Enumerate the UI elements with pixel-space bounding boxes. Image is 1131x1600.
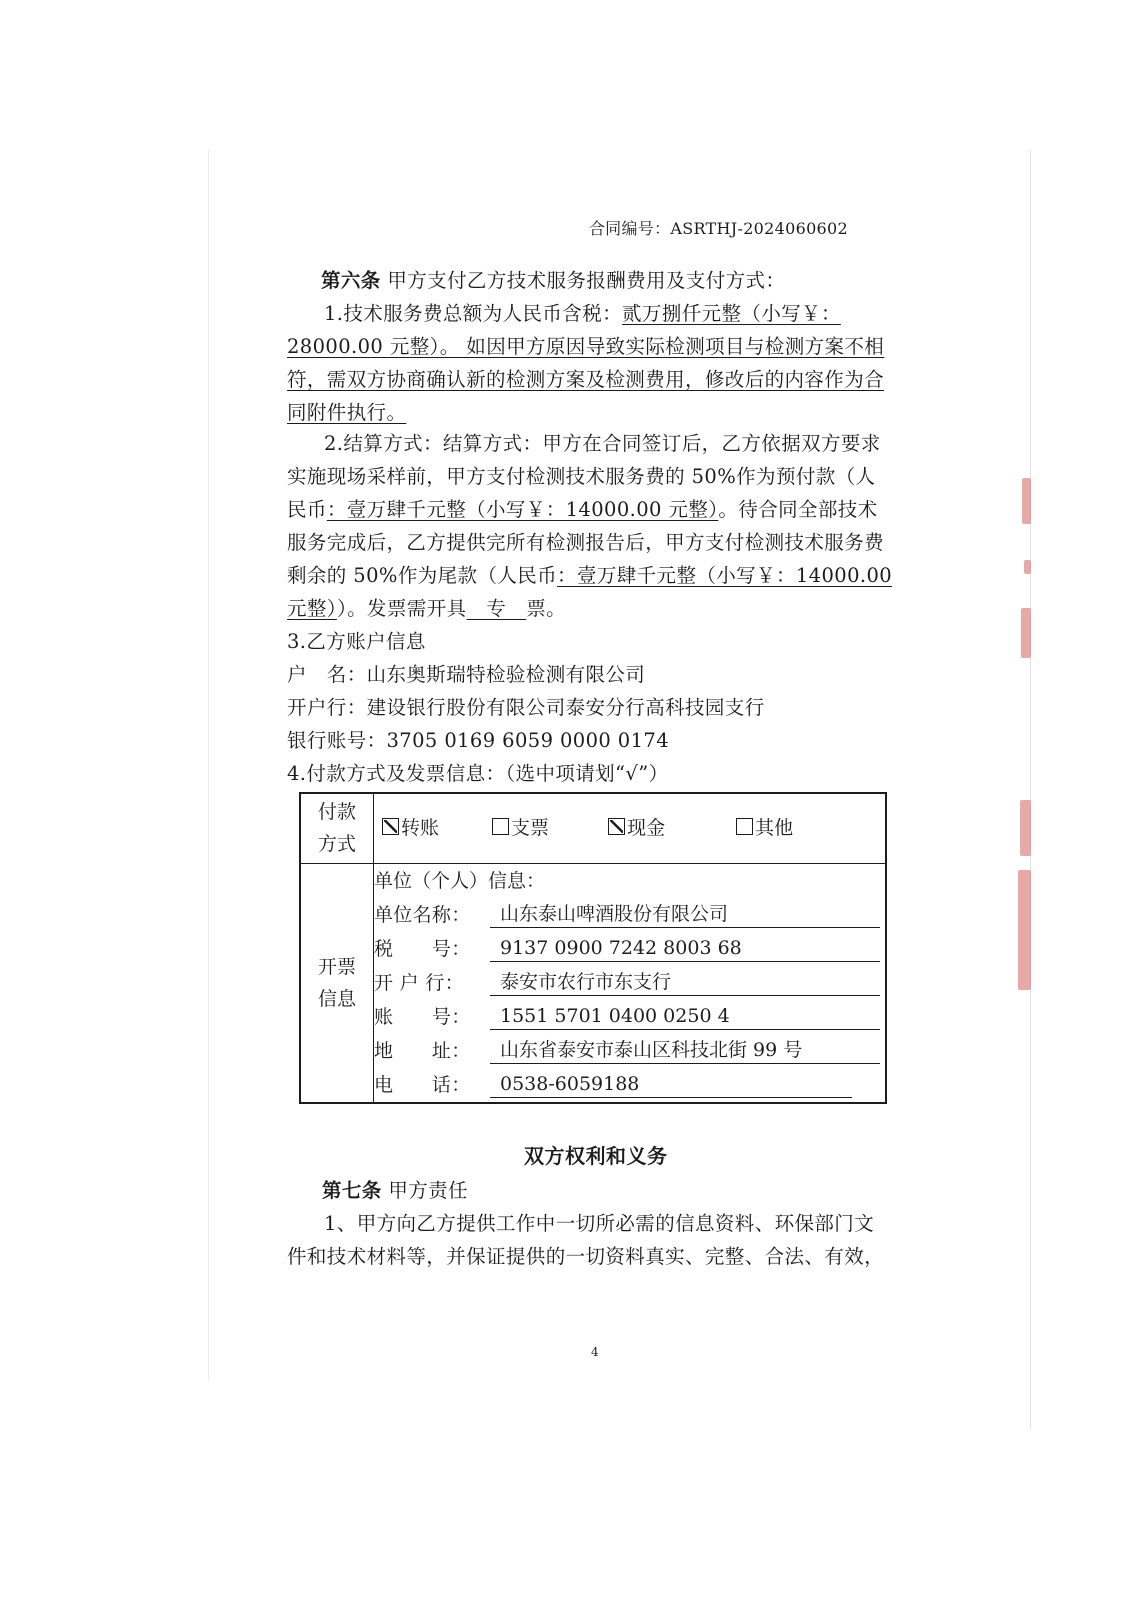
p2-tail-text: 。待合同全部技术 (718, 498, 878, 521)
p2-balance-amount: ：壹万肆千元整（小写￥：14000.00 (557, 564, 893, 587)
field-label: 地 址： (374, 1039, 471, 1062)
article7-heading-line (322, 1174, 468, 1207)
invoice-tax-row (374, 932, 885, 966)
article6-number: 第六条 (321, 269, 381, 292)
field-label: 税 号： (374, 937, 471, 960)
checkbox-empty-icon[interactable] (736, 818, 753, 835)
article6-p2-line5 (287, 559, 892, 592)
option-cash-label: 现金 (627, 817, 666, 840)
seal-fragment (1022, 478, 1031, 524)
payment-method-row (300, 793, 886, 863)
payment-label-line2: 方式 (317, 833, 356, 856)
scan-edge-right (1030, 150, 1031, 1430)
invoice-phone-row (374, 1068, 885, 1102)
option-other[interactable] (736, 798, 793, 858)
p2-invoice-type: 专 (466, 597, 527, 620)
p1-amount: 贰万捌仟元整（小写￥： (622, 302, 841, 325)
address-field[interactable]: 山东省泰安市泰山区科技北街 99 号 (490, 1037, 880, 1064)
invoice-company-row (374, 898, 885, 932)
article6-p4-title: 4.付款方式及发票信息：（选中项请划“√”） (287, 762, 669, 785)
article6-p2-line3 (287, 493, 878, 526)
seal-fragment (1018, 870, 1031, 990)
account-bank: 开户行：建设银行股份有限公司泰安分行高科技园支行 (287, 696, 765, 719)
article6-p2-line2: 实施现场采样前，甲方支付检测技术服务费的 50%作为预付款（人 (287, 465, 876, 488)
bank-field[interactable]: 泰安市农行市东支行 (490, 969, 880, 996)
p2-balance-text: 剩余的 50%作为尾款（人民币 (287, 564, 558, 587)
invoice-label-line1: 开票 (317, 955, 356, 978)
p2-invoice-end: 票。 (526, 597, 567, 620)
checkbox-checked-icon[interactable] (608, 818, 625, 835)
field-label: 电 话： (374, 1073, 471, 1096)
article6-p1-line3: 符，需双方协商确认新的检测方案及检测费用，修改后的内容作为合 (287, 368, 885, 391)
seal-fragment (1021, 608, 1031, 658)
checkbox-checked-icon[interactable] (382, 818, 399, 835)
field-label: 开 户 行： (374, 971, 464, 994)
article7-line1: 1、甲方向乙方提供工作中一切所必需的信息资料、环保部门文 (324, 1212, 875, 1235)
field-label: 单位名称： (374, 903, 471, 926)
article7-line2: 件和技术材料等，并保证提供的一切资料真实、完整、合法、有效， (287, 1245, 885, 1268)
p2-balance-end: 元整） (287, 597, 337, 620)
section-title: 双方权利和义务 (524, 1144, 668, 1168)
account-name: 户 名：山东奥斯瑞特检验检测有限公司 (287, 663, 646, 686)
checkbox-empty-icon[interactable] (492, 818, 509, 835)
seal-fragment (1020, 800, 1031, 856)
seal-fragment (1024, 560, 1031, 574)
p2-advance-amount: ：壹万肆千元整（小写￥：14000.00 元整） (326, 498, 719, 521)
article6-p1-line1 (324, 297, 841, 330)
article6-p2-line4: 服务完成后，乙方提供完所有检测报告后，甲方支付检测技术服务费 (287, 531, 885, 554)
invoice-label-line2: 信息 (317, 987, 356, 1010)
option-transfer-label: 转账 (401, 817, 440, 840)
payment-invoice-table (299, 792, 887, 1104)
contract-number: 合同编号：ASRTHJ-2024060602 (588, 219, 848, 238)
option-cheque[interactable] (492, 798, 602, 858)
invoice-address-row (374, 1034, 885, 1068)
option-transfer[interactable] (382, 798, 486, 858)
invoice-info-label (300, 863, 374, 1103)
article7-title: 甲方责任 (388, 1179, 468, 1202)
tax-number-field[interactable]: 9137 0900 7242 8003 68 (490, 935, 880, 962)
article6-p3-title: 3.乙方账户信息 (287, 630, 426, 653)
field-label: 账 号： (374, 1005, 471, 1028)
account-field[interactable]: 1551 5701 0400 0250 4 (490, 1003, 880, 1030)
option-cheque-label: 支票 (511, 817, 550, 840)
page-number: 4 (591, 1345, 599, 1359)
invoice-info-row (300, 863, 886, 1103)
invoice-details (374, 863, 887, 1103)
p1-lead: 1.技术服务费总额为人民币含税： (324, 302, 623, 325)
p2-rmb: 民币 (287, 498, 327, 521)
invoice-heading: 单位（个人）信息： (374, 869, 546, 892)
option-cash[interactable] (608, 798, 730, 858)
scan-edge-left (208, 150, 209, 1380)
article7-number: 第七条 (322, 1179, 382, 1202)
company-name-field[interactable]: 山东泰山啤酒股份有限公司 (490, 901, 880, 928)
payment-options (374, 793, 887, 863)
invoice-bank-row (374, 966, 885, 1000)
article6-p1-line2: 28000.00 元整）。 如因甲方原因导致实际检测项目与检测方案不相 (287, 335, 885, 358)
payment-method-label (300, 793, 374, 863)
article6-p1-line4: 同附件执行。 (287, 401, 407, 424)
phone-field[interactable]: 0538-6059188 (490, 1071, 852, 1098)
article6-heading-line (321, 264, 785, 297)
payment-label-line1: 付款 (317, 801, 356, 824)
option-other-label: 其他 (755, 817, 794, 840)
article6-p2-line1: 2.结算方式：结算方式：甲方在合同签订后，乙方依据双方要求 (324, 432, 881, 455)
invoice-account-row (374, 1000, 885, 1034)
article6-p2-line6 (287, 592, 566, 625)
account-number: 银行账号：3705 0169 6059 0000 0174 (287, 729, 670, 752)
article6-title: 甲方支付乙方技术服务报酬费用及支付方式： (387, 269, 786, 292)
p2-invoice-text: ）。发票需开具 (336, 597, 467, 620)
